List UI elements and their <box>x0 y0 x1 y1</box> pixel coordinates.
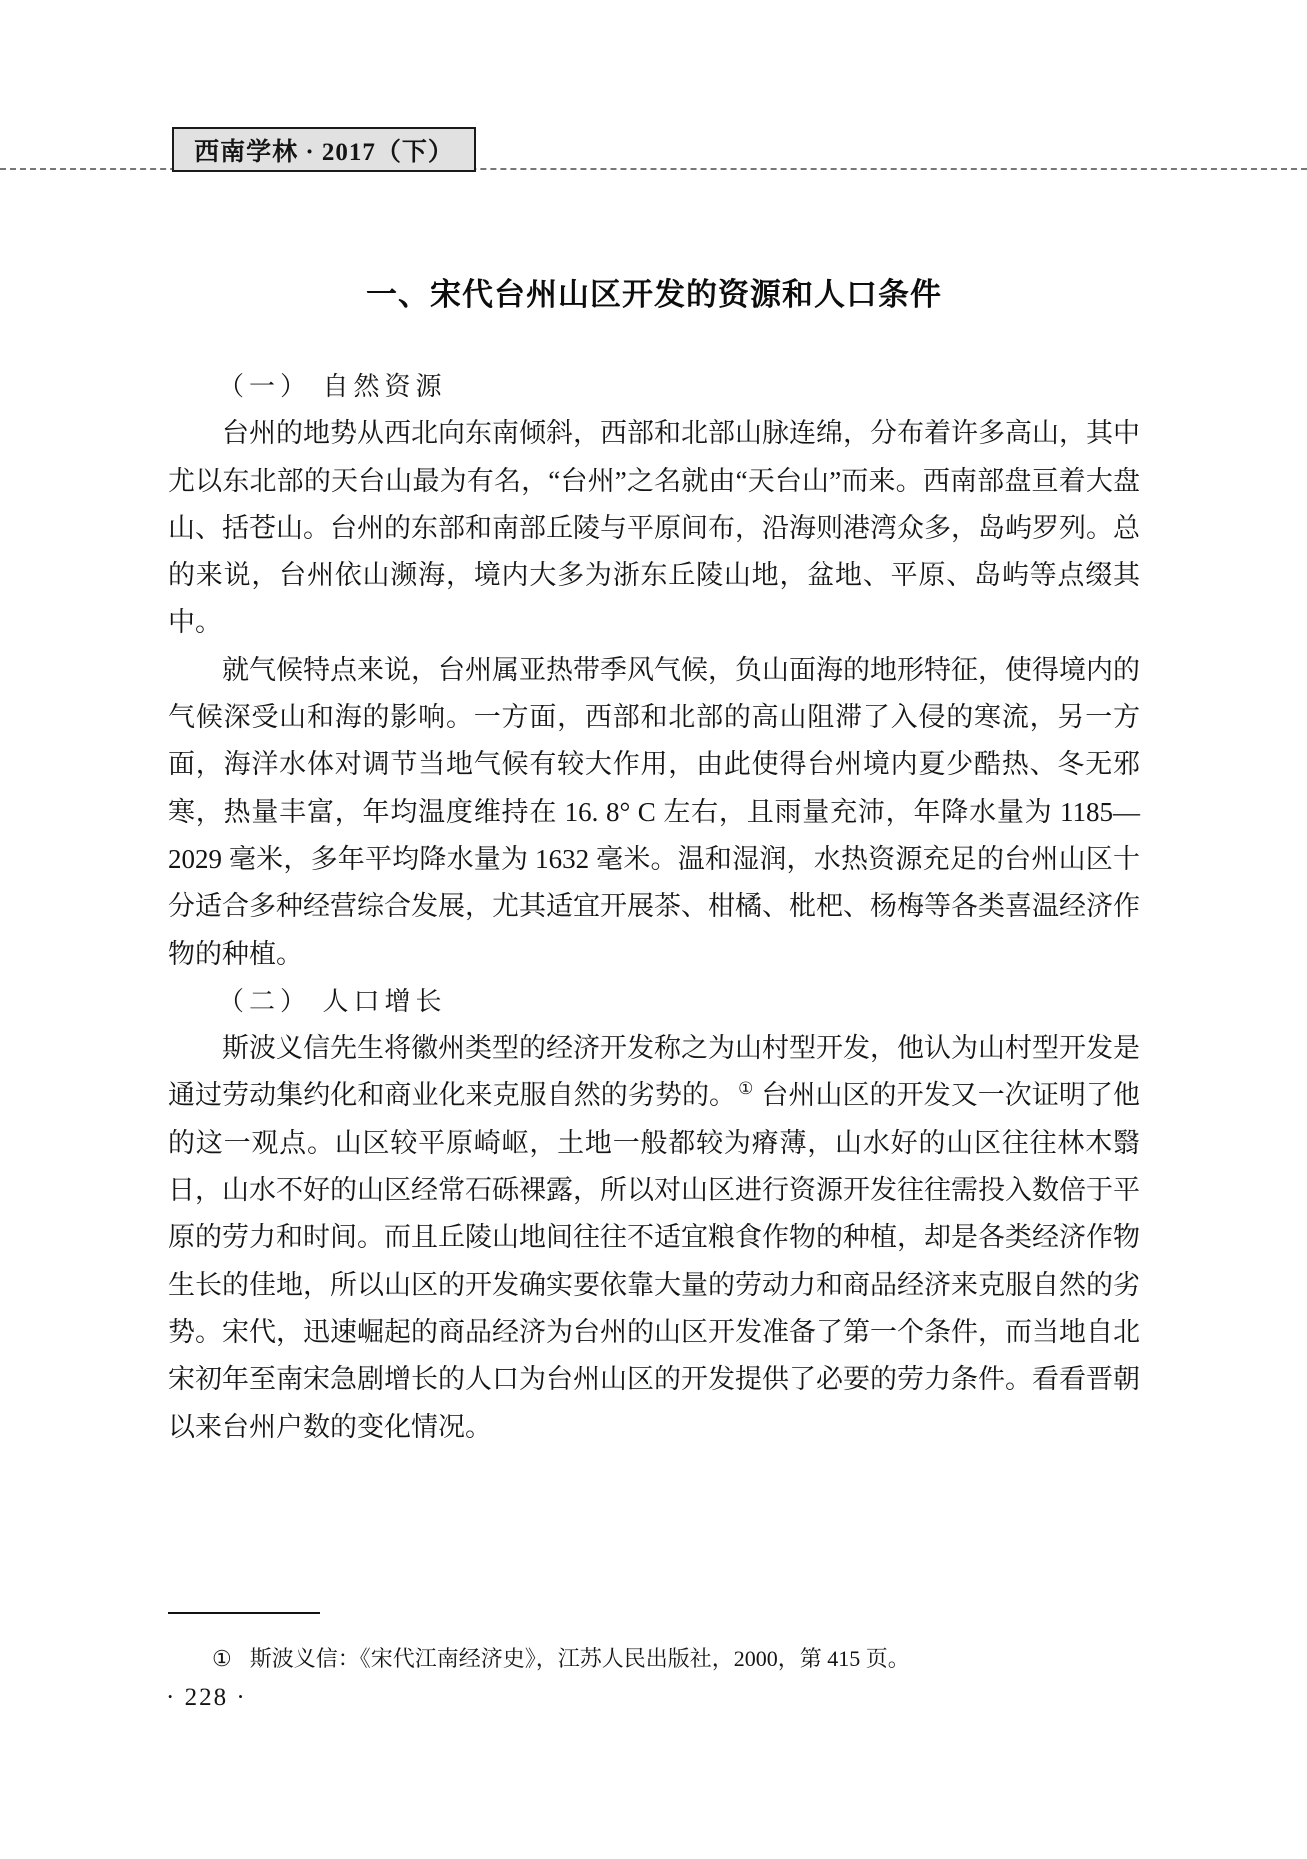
article-title: 一、宋代台州山区开发的资源和人口条件 <box>366 277 942 312</box>
paragraph-text-before-note: 斯波义信先生将徽州类型的经济开发称之为山村型开发，他认为山村型开发是通过劳动集约化和商业化来克服自然的劣势的。 <box>168 1033 1140 1111</box>
footnote-marker: ① <box>212 1646 232 1671</box>
paragraph-population <box>168 1025 1140 1451</box>
footnote-ref-marker: ① <box>738 1079 754 1099</box>
paragraph-terrain: 台州的地势从西北向东南倾斜，西部和北部山脉连绵，分布着许多高山，其中尤以东北部的天台山最为有名，“台州”之名就由“天台山”而来。西南部盘亘着大盘山、括苍山。台州的东部和南部丘陵与平原间布，沿海则港湾众多，岛屿罗列。总的来说，台州依山濒海，境内大多为浙东丘陵山地，盆地、平原、岛屿等点缀其中。 <box>168 418 1140 638</box>
footnote-divider <box>168 1612 320 1614</box>
footnote <box>168 1642 1153 1676</box>
footnote-text: 斯波义信：《宋代江南经济史》，江苏人民出版社，2000，第 415 页。 <box>249 1646 910 1671</box>
journal-badge: 西南学林 · 2017（下） <box>172 127 476 172</box>
subsection-heading-population-growth: （二） 人口增长 <box>218 986 447 1016</box>
paragraph-climate: 就气候特点来说，台州属亚热带季风气候，负山面海的地形特征，使得境内的气候深受山和海的影响。一方面，西部和北部的高山阻滞了入侵的寒流，另一方面，海洋水体对调节当地气候有较大作用，由此使得台州境内夏少酷热、冬无邪寒，热量丰富，年均温度维持在 16. 8° C 左右，且雨量充沛，年降水量为 1185—2029 毫米，多年平均降水量为 1632 毫米。温和湿润，水热资源充足的台州山区十分适合多种经营综合发展，尤其适宜开展茶、柑橘、枇杷、杨梅等各类喜温经济作物的种植。 <box>168 654 1140 969</box>
page-number: · 228 · <box>166 1684 247 1711</box>
article-body <box>168 363 1140 1451</box>
subsection-heading-natural-resources: （一） 自然资源 <box>218 372 447 401</box>
paragraph-text-after-note: 台州山区的开发又一次证明了他的这一观点。山区较平原崎岖，土地一般都较为瘠薄，山水好的山区往往林木翳日，山水不好的山区经常石砾裸露，所以对山区进行资源开发往往需投入数倍于平原的劳力和时间。而且丘陵山地间往往不适宜粮食作物的种植，却是各类经济作物生长的佳地，所以山区的开发确实要依靠大量的劳动力和商品经济来克服自然的劣势。宋代，迅速崛起的商品经济为台州的山区开发准备了第一个条件，而当地自北宋初年至南宋急剧增长的人口为台州山区的开发提供了必要的劳力条件。看看晋朝以来台州户数的变化情况。 <box>168 1080 1141 1442</box>
